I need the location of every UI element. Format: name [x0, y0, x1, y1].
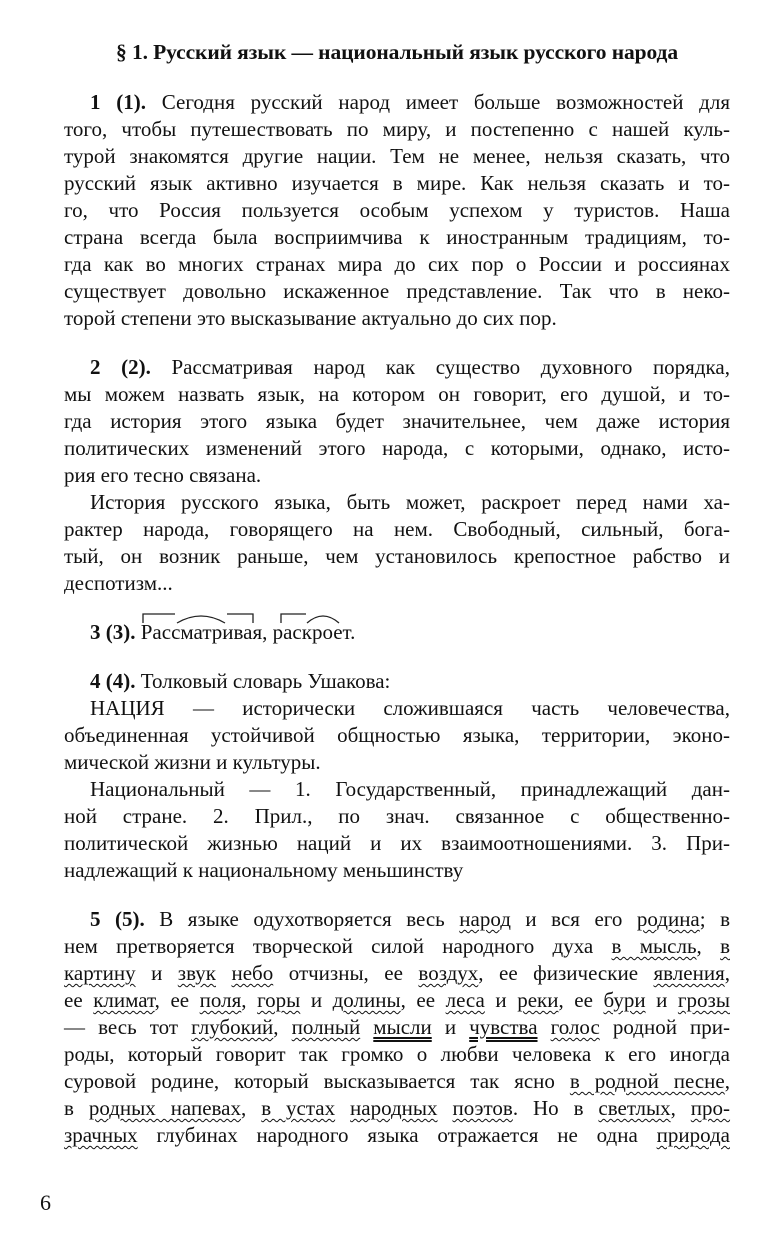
text-span: — весь тот: [64, 1015, 192, 1039]
text-line: того, чтобы путешествовать по миру, и постепенно с нашей куль-: [64, 117, 730, 141]
underlined-word: народ: [459, 907, 511, 931]
underlined-word: поля: [199, 988, 242, 1012]
text-line: мической жизни и культуры.: [64, 750, 321, 774]
underlined-word: природа: [656, 1123, 730, 1147]
text-line: [64, 933, 730, 960]
text-line: НАЦИЯ — исторически сложившаяся часть человечества,: [90, 696, 730, 720]
underlined-word: зрачных: [64, 1123, 138, 1147]
text-span: Сегодня русский народ имеет больше возможностей для: [161, 90, 730, 114]
exercise-number: 4 (4).: [90, 669, 136, 693]
underlined-word: поэтов: [452, 1096, 513, 1120]
page-number: 6: [40, 1190, 51, 1215]
text-line: турой знакомятся другие нации. Тем не менее, нельзя сказать, что: [64, 144, 730, 168]
text-line: торой степени это высказывание актуально до сих пор.: [64, 306, 557, 330]
text-line: мы можем назвать язык, на котором он говорит, его душой, и то-: [64, 382, 730, 406]
text-span: Рассматривая народ как существо духовного порядка,: [171, 355, 730, 379]
underlined-word: светлых: [598, 1096, 671, 1120]
text-line: рактер народа, говорящего на нем. Свободный, сильный, бога-: [64, 517, 730, 541]
text-span: ,: [724, 961, 730, 985]
text-span: , ее физические: [478, 961, 654, 985]
text-span: и: [431, 1015, 470, 1039]
underlined-word: явления: [653, 961, 725, 985]
underlined-word: бури: [603, 988, 646, 1012]
text-line: История русского языка, быть может, раскроет перед нами ха-: [90, 490, 730, 514]
exercise-2: [64, 354, 730, 597]
text-line: [64, 1068, 730, 1095]
exercise-number: 2 (2).: [90, 355, 151, 379]
text-line: рия его тесно связана.: [64, 463, 262, 487]
text-span: ,: [696, 934, 721, 958]
text-line: ной стране. 2. Прил., по знач. связанное с общественно-: [64, 804, 730, 828]
text-span: родной при-: [599, 1015, 731, 1039]
underlined-word: народных: [350, 1096, 438, 1120]
underlined-word: голос: [550, 1015, 600, 1039]
text-span: ,: [670, 1096, 691, 1120]
text-line: тый, он возник раньше, чем установилось крепостное рабство и: [64, 544, 730, 568]
text-span: ,: [273, 1015, 292, 1039]
text-span: и вся его: [510, 907, 637, 931]
underlined-word: грозы: [677, 988, 730, 1012]
text-line: [64, 668, 730, 695]
text-line: страна всегда была восприимчива к иностранным традициям, то-: [64, 225, 730, 249]
underlined-word: в: [720, 934, 730, 958]
page-body: [64, 40, 730, 1149]
text-span: и: [484, 988, 518, 1012]
text-span: [538, 1015, 551, 1039]
text-line: го, что Россия пользуется особым успехом у туристов. Наша: [64, 198, 730, 222]
text-span: , ее: [400, 988, 446, 1012]
exercise-1: [64, 89, 730, 332]
text-line: Национальный — 1. Государственный, принадлежащий дан-: [90, 777, 730, 801]
text-span: [335, 1096, 350, 1120]
underlined-word: в мысль: [611, 934, 697, 958]
text-span: . Но в: [512, 1096, 599, 1120]
text-line: надлежащий к национальному меньшинству: [64, 858, 464, 882]
text-line: политической жизнью наций и их взаимоотношениями. 3. При-: [64, 831, 730, 855]
text-span: [438, 1096, 453, 1120]
text-span: ее: [64, 988, 94, 1012]
text-span: ,: [241, 1096, 262, 1120]
text-line: политических изменений этого народа, с которыми, однако, исто-: [64, 436, 730, 460]
text-line: [64, 987, 730, 1014]
text-span: и: [645, 988, 678, 1012]
text-span: глубинах народного языка отражается не одна: [137, 1123, 657, 1147]
exercise-5: [64, 906, 730, 1149]
text-line: объединенная устойчивой общностью языка, территории, эконо-: [64, 723, 730, 747]
underlined-word: в родной песне: [569, 1069, 725, 1093]
text-line: [64, 619, 730, 646]
text-span: В языке одухотворяется весь: [159, 907, 460, 931]
text-span: [360, 1015, 373, 1039]
underlined-word: небо: [231, 961, 274, 985]
text-span: [216, 961, 231, 985]
exercise-3: [64, 619, 730, 646]
underlined-word: горы: [257, 988, 301, 1012]
text-span: отчизны, ее: [273, 961, 419, 985]
text-line: [64, 1122, 730, 1149]
underlined-word: долины: [332, 988, 401, 1012]
text-span: в: [64, 1096, 89, 1120]
text-line: [64, 960, 730, 987]
underlined-word: картину: [64, 961, 136, 985]
text-line: гда как во многих странах мира до сих пор о России и россиянах: [64, 252, 730, 276]
text-line: [64, 354, 730, 381]
text-span: , ее: [154, 988, 200, 1012]
morpheme-marks: [141, 611, 371, 625]
text-span: Толковый словарь Ушакова:: [140, 669, 391, 693]
text-line: [64, 1095, 730, 1122]
text-line: [64, 906, 730, 933]
text-span: , ее: [558, 988, 604, 1012]
morpheme-marked-text: [141, 619, 356, 646]
underlined-word: в устах: [261, 1096, 336, 1120]
text-span: ,: [724, 1069, 730, 1093]
exercise-number: 1 (1).: [90, 90, 146, 114]
text-span: ,: [241, 988, 258, 1012]
text-line: роды, который говорит так громко о любви человека к его иногда: [64, 1042, 730, 1066]
text-span: Рассматривая, раскроет.: [140, 620, 356, 644]
underlined-word: про-: [690, 1096, 731, 1120]
exercise-number: 3 (3).: [90, 620, 136, 644]
underlined-word: полный: [291, 1015, 361, 1039]
text-span: и: [300, 988, 333, 1012]
underlined-word: климат: [93, 988, 155, 1012]
underlined-word: воздух: [418, 961, 479, 985]
exercise-number: 5 (5).: [90, 907, 145, 931]
underlined-word: реки: [517, 988, 559, 1012]
text-line: [64, 1014, 730, 1041]
text-line: гда история этого языка будет значительнее, чем даже история: [64, 409, 730, 433]
underlined-word: глубокий: [191, 1015, 274, 1039]
exercise-4: [64, 668, 730, 884]
text-span: ; в: [699, 907, 731, 931]
underlined-word: чувства: [469, 1015, 538, 1039]
section-title: § 1. Русский язык — национальный язык русского народа: [116, 40, 678, 64]
text-line: существует довольно искаженное представление. Так что в неко-: [64, 279, 730, 303]
underlined-word: родина: [636, 907, 700, 931]
underlined-word: родных напевах: [88, 1096, 241, 1120]
text-span: нем претворяется творческой силой народного духа: [64, 934, 612, 958]
underlined-word: леса: [445, 988, 485, 1012]
text-line: деспотизм...: [64, 571, 173, 595]
text-line: русский язык активно изучается в мире. Как нельзя сказать и то-: [64, 171, 730, 195]
underlined-word: мысли: [373, 1015, 432, 1039]
text-span: и: [135, 961, 178, 985]
text-line: [64, 89, 730, 116]
underlined-word: звук: [177, 961, 216, 985]
text-span: суровой родине, который высказывается так ясно: [64, 1069, 570, 1093]
